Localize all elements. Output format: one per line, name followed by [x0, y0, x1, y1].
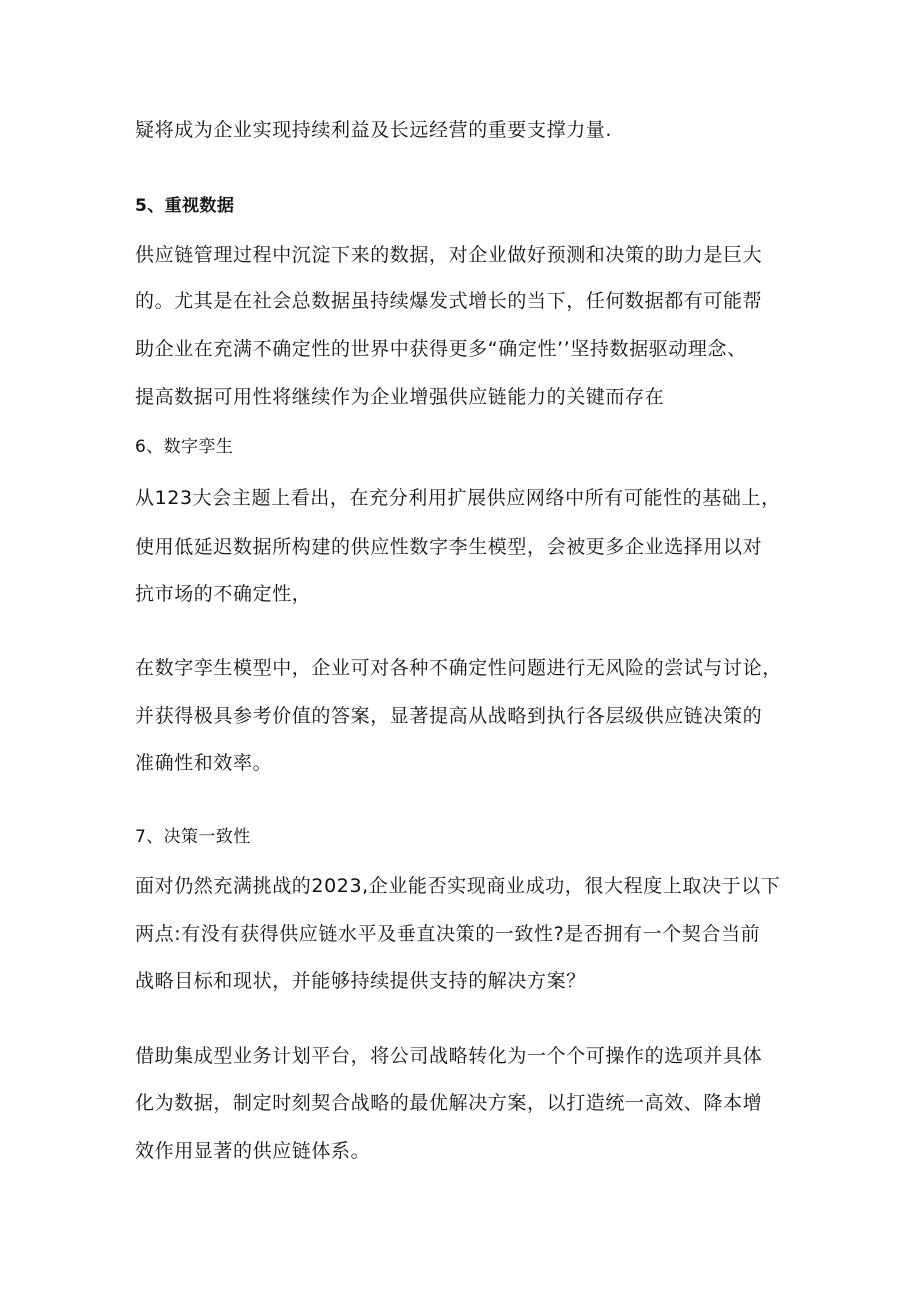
section-5-heading: 5、重视数据 — [135, 196, 235, 216]
section-6-paragraph-1-line: 抗市场的不确定性， — [135, 583, 312, 605]
section-7-paragraph-2-line: 化为数据，制定时刻契合战略的最优解决方案，以打造统一高效、降本增 — [135, 1092, 763, 1114]
section-6-paragraph-2-line: 并获得极具参考价值的答案，显著提高从战略到执行各层级供应链决策的 — [135, 705, 763, 727]
section-6-paragraph-2-line: 在数字孪生模型中，企业可对各种不确定性问题进行无风险的尝试与讨论， — [135, 657, 782, 679]
section-7-paragraph-1-line: 两点:有没有获得供应链水平及垂直决策的一致性?是否拥有一个契合当前 — [135, 923, 761, 945]
section-7-heading: 7、决策一致性 — [135, 827, 251, 847]
section-7-paragraph-2-line: 效作用显著的供应链体系。 — [135, 1140, 371, 1162]
section-7-paragraph-1-line: 面对仍然充满挑战的2023,企业能否实现商业成功，很大程度上取决于以下 — [135, 875, 781, 897]
intro-line: 疑将成为企业实现持续利益及长远经营的重要支撑力量. — [135, 119, 613, 141]
section-5-paragraph-line: 供应链管理过程中沉淀下来的数据，对企业做好预测和决策的助力是巨大 — [135, 244, 763, 266]
section-6-paragraph-2-line: 准确性和效率。 — [135, 752, 273, 774]
section-6-paragraph-1-line: 从123大会主题上看出，在充分利用扩展供应网络中所有可能性的基础上， — [135, 487, 781, 509]
section-6-heading: 6、数字孪生 — [135, 437, 234, 457]
section-7-paragraph-2-line: 借助集成型业务计划平台，将公司战略转化为一个个可操作的选项并具体 — [135, 1045, 763, 1067]
section-5-paragraph-line: 的。尤其是在社会总数据虽持续爆发式增长的当下，任何数据都有可能帮 — [135, 290, 763, 312]
section-6-paragraph-1-line: 使用低延迟数据所构建的供应性数字李生模型，会被更多企业选择用以对 — [135, 536, 763, 558]
section-5-paragraph-line: 助企业在充满不确定性的世界中获得更多“确定性’’坚持数据驱动理念、 — [135, 338, 747, 360]
section-5-paragraph-line: 提高数据可用性将继续作为企业增强供应链能力的关键而存在 — [135, 386, 665, 408]
section-7-paragraph-1-line: 战略目标和现状，并能够持续提供支持的解决方案？ — [135, 970, 586, 992]
